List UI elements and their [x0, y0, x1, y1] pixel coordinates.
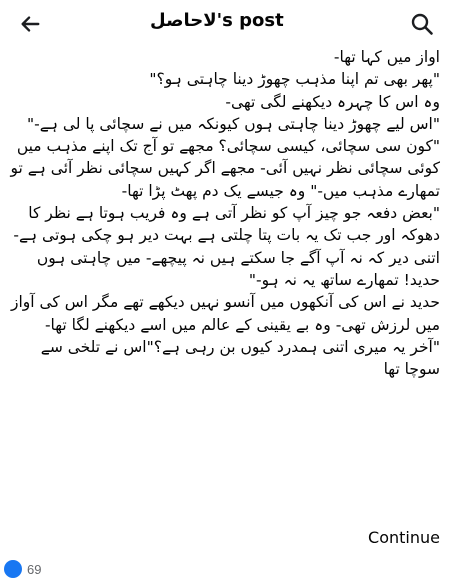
post-header — [0, 0, 450, 48]
reactions-bar[interactable] — [4, 560, 41, 578]
search-button[interactable] — [408, 10, 436, 38]
search-icon — [410, 12, 434, 36]
reaction-count: 69 — [27, 561, 42, 577]
page-title: لاحاصل's post — [150, 10, 284, 31]
continue-link[interactable]: Continue — [368, 528, 440, 547]
post-body-text: اواز میں کہا تھا- "پھر بھی تم اپنا مذہب چھوڑ دینا چاہتی ہو؟" وہ اس کا چہرہ دیکھنے لگی تھی- "اس لیے چھوڑ دینا چاہتی ہوں کیونکہ میں نے سچائی پا لی ہے-" "کون سی سچائی، کیسی سچائی؟ مجھے تو آج تک اپنے مذہب میں کوئی سچائی نظر نہیں آئی- مجھے اگر کہیں سچائی نظر آئی ہے تو تمھارے مذہب میں-" وہ جیسے یک دم پھٹ پڑا تھا- "بعض دفعہ جو چیز آپ کو نظر آتی ہے وہ فریب ہوتا ہے نظر کا دھوکہ اور جب تک یہ بات پتا چلتی ہے بہت دیر ہو چکی ہوتی ہے- اتنی دیر کہ نہ آپ آگے جا سکتے ہیں نہ پیچھے- میں چاہتی ہوں حدید! تمھارے ساتھ یہ نہ ہو-" حدید نے اس کی آنکھوں میں آنسو نہیں دیکھے تھے مگر اس کی آواز میں لرزش تھی- وہ بے یقینی کے عالم میں اسے دیکھنے لگا تھا- "آخر یہ میری اتنی ہمدرد کیوں بن رہی ہے؟"اس نے تلخی سے سوچا تھا — [10, 48, 440, 379]
back-arrow-icon — [19, 13, 41, 35]
like-reaction-icon — [4, 560, 22, 578]
back-button[interactable] — [16, 10, 44, 38]
